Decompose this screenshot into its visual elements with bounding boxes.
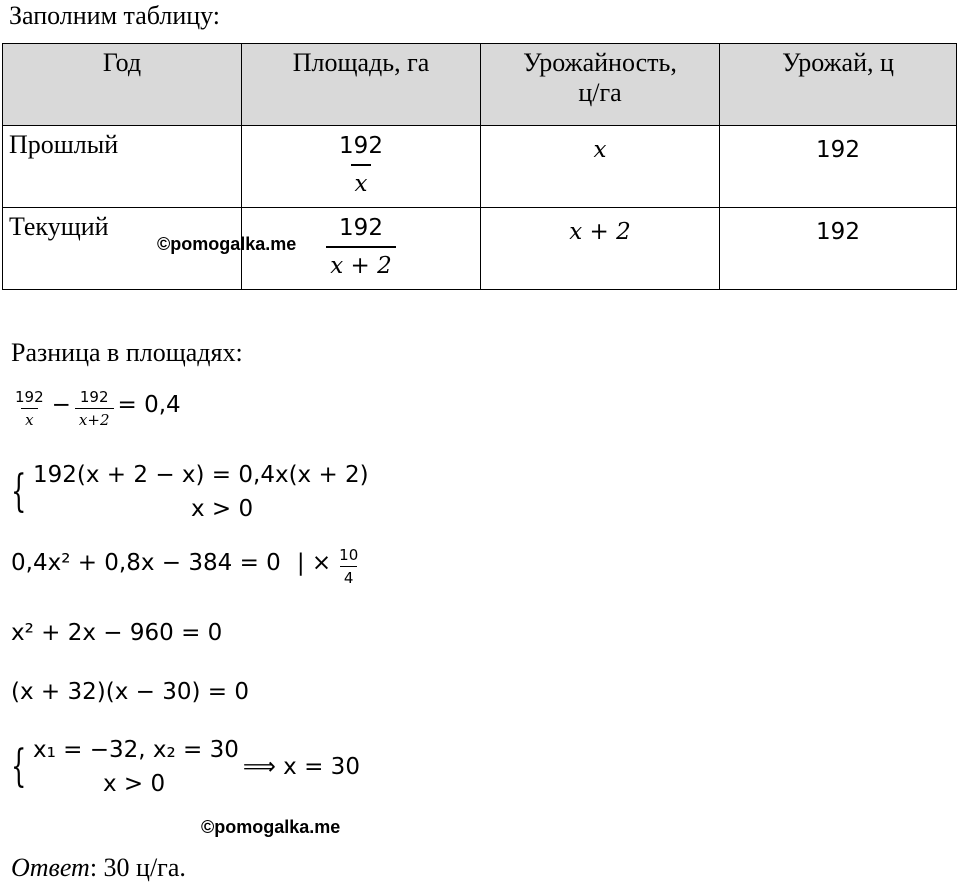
eq2-lhs: 0,4x² + 0,8x − 384 = 0 (11, 550, 281, 577)
data-table (2, 43, 957, 290)
header-yield-line2: ц/га (578, 78, 622, 107)
eq1-den2: x+2 (75, 408, 114, 429)
eq1-rhs: = 0,4 (117, 392, 181, 419)
system-1-row1: 192(x + 2 − x) = 0,4x(x + 2) (33, 462, 369, 488)
row2-yield-value: x + 2 (569, 219, 631, 245)
row2-area-fraction (326, 212, 396, 282)
table-row (3, 208, 957, 290)
eq1-num2: 192 (79, 388, 109, 406)
system-1-brace: { (11, 466, 27, 517)
system-1 (11, 458, 369, 526)
row1-harvest (720, 126, 957, 208)
row1-year: Прошлый (3, 126, 242, 208)
row1-harvest-value: 192 (816, 137, 860, 163)
row2-area-num: 192 (339, 215, 383, 241)
header-harvest: Урожай, ц (720, 44, 957, 126)
eq2-multiplier: | × (296, 550, 332, 577)
row1-yield-value: x (593, 137, 607, 163)
intro-text: Заполним таблицу: (9, 1, 221, 30)
system-2-rows (33, 733, 239, 801)
watermark: ©pomogalka.me (201, 817, 341, 837)
eq2-fraction (335, 546, 362, 587)
header-area: Площадь, га (242, 44, 481, 126)
row1-yield (481, 126, 720, 208)
system-2-result: ⟹ x = 30 (242, 754, 360, 780)
row2-area-den: x + 2 (326, 246, 396, 282)
system-1-rows (33, 458, 369, 526)
system-2 (11, 733, 360, 801)
system-2-row2: x > 0 (103, 771, 166, 797)
answer-text: : 30 ц/га. (89, 853, 186, 882)
eq1-den1: x (21, 408, 37, 429)
equation-4: (x + 32)(x − 30) = 0 (11, 679, 249, 705)
header-yield (481, 44, 720, 126)
row1-area (242, 126, 481, 208)
eq2-den: 4 (340, 566, 358, 587)
row2-harvest (720, 208, 957, 290)
eq1-fraction-1 (11, 388, 48, 429)
equation-1 (11, 388, 181, 429)
eq2-num: 10 (339, 546, 359, 564)
watermark: ©pomogalka.me (157, 234, 297, 254)
system-2-brace: { (11, 741, 27, 792)
row1-area-num: 192 (339, 133, 383, 159)
answer-line (11, 853, 186, 883)
system-2-row1: x₁ = −32, x₂ = 30 (33, 737, 239, 763)
answer-label: Ответ (11, 853, 90, 882)
table-header-row (3, 44, 957, 126)
difference-label: Разница в площадях: (11, 338, 243, 367)
row2-yield (481, 208, 720, 290)
header-year: Год (3, 44, 242, 126)
table-row (3, 126, 957, 208)
row2-year: Текущий (3, 208, 242, 290)
system-1-row2: x > 0 (191, 496, 254, 522)
row1-area-fraction (335, 130, 387, 200)
equation-2 (11, 546, 362, 587)
header-yield-line1: Урожайность, (523, 48, 677, 77)
eq1-minus: − (51, 392, 71, 419)
row2-harvest-value: 192 (816, 219, 860, 245)
row1-area-den: x (351, 164, 372, 200)
equation-3: x² + 2x − 960 = 0 (11, 620, 223, 646)
eq1-fraction-2 (75, 388, 114, 429)
eq1-num1: 192 (15, 388, 44, 406)
